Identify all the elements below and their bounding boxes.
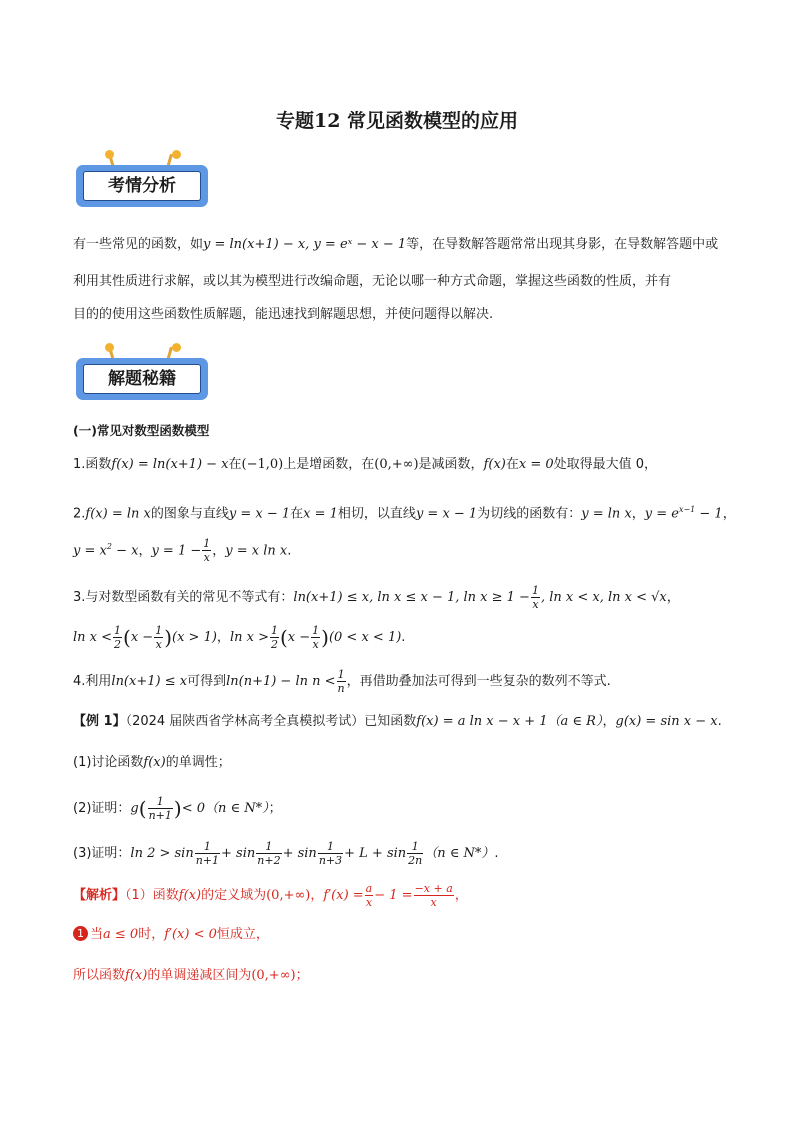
math: f(x) = a ln x − x + 1 <box>416 714 548 729</box>
math: y = x ln x <box>225 543 288 559</box>
numerator: a <box>365 882 373 895</box>
math: y = 1 − <box>151 543 202 559</box>
math: ln(x+1) ≤ x, ln x ≤ x − 1, ln x ≥ 1 − <box>293 590 530 605</box>
numerator: 1 <box>312 624 320 637</box>
math: f(x) <box>125 968 148 983</box>
text: (3)证明： <box>73 846 131 861</box>
example-tag: 【例 1】 <box>73 714 126 729</box>
math: ln x > <box>229 630 269 645</box>
item-1 <box>73 455 657 475</box>
question-1 <box>73 753 231 773</box>
math: (x > 1) <box>172 630 217 645</box>
fraction <box>311 624 320 651</box>
math: g(x) = sin x − x <box>615 714 718 729</box>
math: y = x − 1 <box>228 506 291 522</box>
math: y = e <box>644 506 679 522</box>
text: 所以函数 <box>73 968 126 983</box>
text: 当 <box>90 927 104 942</box>
item-3-line-2 <box>73 624 405 651</box>
badge-label: 解题秘籍 <box>83 364 201 394</box>
fraction <box>318 840 343 867</box>
item-2-line-1 <box>73 500 736 524</box>
text: 为切线的函数有： <box>477 506 582 522</box>
denominator: x <box>430 896 437 909</box>
text: 时， <box>138 927 165 942</box>
math: f′(x) < 0 <box>164 927 217 942</box>
text: 的图象与直线 <box>150 506 229 522</box>
numerator: 1 <box>256 840 281 854</box>
text: 的定义域为 <box>201 888 267 903</box>
math: g <box>130 801 139 816</box>
text: ， <box>212 543 226 559</box>
denominator: 2 <box>114 638 122 651</box>
text: 处取得最大值 0， <box>553 457 658 472</box>
denominator: x <box>203 551 210 565</box>
intro-line-2: 利用其性质进行求解，或以其为模型进行改编命题，无论以哪一种方式命题，掌握这些函数的性质，并有 <box>73 274 672 289</box>
text: 可得到 <box>187 674 227 689</box>
badge-label: 考情分析 <box>83 171 201 201</box>
text: . <box>717 714 722 729</box>
left-paren: ( <box>279 625 288 650</box>
numerator: −x + a <box>414 882 453 895</box>
text: ； <box>268 801 282 816</box>
intro-text: 有一些常见的函数，如 <box>73 237 204 252</box>
math: f′(x) = <box>323 888 364 903</box>
math: ln 2 > sin <box>130 846 194 861</box>
text: ， <box>216 630 230 645</box>
fraction <box>365 882 374 909</box>
section-heading: (一)常见对数型函数模型 <box>73 423 210 438</box>
text: 是减函数， <box>418 457 484 472</box>
denominator: 2 <box>270 638 278 651</box>
math: − x <box>111 543 139 559</box>
fraction <box>148 795 173 822</box>
math: − 1 = <box>374 888 413 903</box>
numerator: 1 <box>318 840 343 854</box>
item-2-line-2 <box>73 537 291 564</box>
solution-line-3 <box>73 966 309 986</box>
text: ， <box>631 506 645 522</box>
math: (0,+∞) <box>374 457 419 472</box>
intro-line-1 <box>73 235 718 255</box>
fraction <box>202 537 211 564</box>
math: (0,+∞) <box>266 888 311 903</box>
section-badge-secrets <box>76 343 208 399</box>
math: y = x <box>73 543 107 559</box>
math: + sin <box>282 846 317 861</box>
denominator: x <box>312 638 319 651</box>
math: f(x) = ln x <box>85 506 151 522</box>
fraction <box>531 584 540 611</box>
section-badge-analysis <box>76 150 208 206</box>
text: . <box>494 846 499 861</box>
question-2 <box>73 795 282 822</box>
fraction <box>113 624 122 651</box>
denominator: n+1 <box>195 854 220 867</box>
numerator: 1 <box>337 668 345 681</box>
question-3 <box>73 840 499 867</box>
text: (1)讨论函数 <box>73 755 144 770</box>
numerator: 1 <box>195 840 220 854</box>
math: f(x) <box>483 457 506 472</box>
math: − 1 <box>695 506 723 522</box>
math: + L + sin <box>344 846 407 861</box>
math: ln x < <box>73 630 113 645</box>
fraction <box>270 624 279 651</box>
right-paren: ) <box>164 625 173 650</box>
denominator: n+2 <box>257 854 281 867</box>
numerator: 1 <box>203 537 211 551</box>
item-3-line-1 <box>73 584 680 611</box>
denominator: x <box>532 598 539 611</box>
fraction <box>256 840 281 867</box>
fraction <box>195 840 220 867</box>
solution-tag: 【解析】 <box>73 888 126 903</box>
math: (−1,0) <box>241 457 284 472</box>
math: a ≤ 0 <box>103 927 139 942</box>
text: 在 <box>228 457 242 472</box>
math: f(x) <box>178 888 202 903</box>
right-paren: ) <box>173 796 182 821</box>
example-header <box>73 712 722 732</box>
numerator: 1 <box>148 795 173 809</box>
text: 在 <box>505 457 519 472</box>
text: 上是增函数，在 <box>283 457 375 472</box>
circled-number: 1 <box>73 926 88 941</box>
math: x = 0 <box>518 457 554 472</box>
text: ， <box>310 888 324 903</box>
right-paren: ) <box>321 625 329 650</box>
math: （n ∈ N*） <box>424 846 495 861</box>
text: ， <box>666 590 680 605</box>
fraction <box>337 668 346 695</box>
math: , ln x < x, ln x < √x <box>540 590 667 605</box>
text: 4.利用 <box>73 674 112 689</box>
math: f(x) = ln(x+1) − x <box>111 457 229 472</box>
math: （n ∈ N*） <box>204 801 269 816</box>
math-sup: 2 <box>106 542 112 551</box>
math: （a ∈ R） <box>547 714 603 729</box>
badge-knob-right <box>172 150 181 159</box>
math: y = ln x <box>581 506 632 522</box>
fraction <box>414 882 454 909</box>
numerator: 1 <box>114 624 122 637</box>
badge-frame <box>76 358 208 400</box>
numerator: 1 <box>407 840 423 854</box>
numerator: 1 <box>270 624 278 637</box>
text: ， <box>602 714 616 729</box>
text: ，再借助叠加法可得到一些复杂的数列不等式. <box>346 674 611 689</box>
badge-frame <box>76 165 208 207</box>
badge-knob-right <box>172 343 181 352</box>
text: 2. <box>73 506 86 522</box>
page-title: 专题12 常见函数模型的应用 <box>275 110 519 132</box>
text: ， <box>138 543 152 559</box>
fraction <box>154 624 163 651</box>
fraction <box>407 840 423 867</box>
math: x = 1 <box>303 506 338 522</box>
intro-line-3: 目的的使用这些函数性质解题，能迅速找到解题思想，并使问题得以解决. <box>73 307 494 322</box>
text: 的单调递减区间为 <box>147 968 252 983</box>
math: y = x − 1 <box>415 506 478 522</box>
text: . <box>287 543 292 559</box>
denominator: n+3 <box>318 854 343 867</box>
text: 在 <box>290 506 304 522</box>
text: (2)证明： <box>73 801 131 816</box>
text: 1.函数 <box>73 457 112 472</box>
denominator: x <box>155 638 162 651</box>
badge-knob-left <box>105 343 114 352</box>
text: ， <box>722 506 736 522</box>
math: (0,+∞) <box>251 968 296 983</box>
item-4 <box>73 668 611 695</box>
numerator: 1 <box>155 624 163 637</box>
math-sup: x−1 <box>678 505 696 514</box>
text: 相切，以直线 <box>337 506 416 522</box>
denominator: x <box>365 896 373 909</box>
text: 的单调性； <box>165 755 231 770</box>
math: ln(n+1) − ln n < <box>226 674 336 689</box>
text: ； <box>295 968 309 983</box>
math: f(x) <box>143 755 166 770</box>
denominator: n <box>337 682 345 695</box>
text: 恒成立， <box>216 927 269 942</box>
left-paren: ( <box>138 796 147 821</box>
math: < 0 <box>181 801 205 816</box>
math: x − <box>287 630 311 645</box>
intro-text: 等，在导数解答题常常出现其身影，在导数解答题中或 <box>406 237 719 252</box>
text: . <box>401 630 406 645</box>
solution-line-1 <box>73 882 468 909</box>
left-paren: ( <box>123 625 131 650</box>
solution-case-1 <box>73 925 269 945</box>
denominator: 2n <box>408 854 423 867</box>
text: （2024 届陕西省学林高考全真模拟考试）已知函数 <box>125 714 417 729</box>
numerator: 1 <box>531 584 539 597</box>
badge-knob-left <box>105 150 114 159</box>
intro-math: y = ln(x+1) − x, y = eˣ − x − 1 <box>203 237 407 252</box>
denominator: n+1 <box>148 809 172 822</box>
text: ， <box>454 888 468 903</box>
text: 3.与对数型函数有关的常见不等式有： <box>73 590 294 605</box>
math: ln(x+1) ≤ x <box>111 674 188 689</box>
math: + sin <box>221 846 256 861</box>
math: x − <box>130 630 154 645</box>
text: （1）函数 <box>125 888 179 903</box>
math: (0 < x < 1) <box>328 630 402 645</box>
